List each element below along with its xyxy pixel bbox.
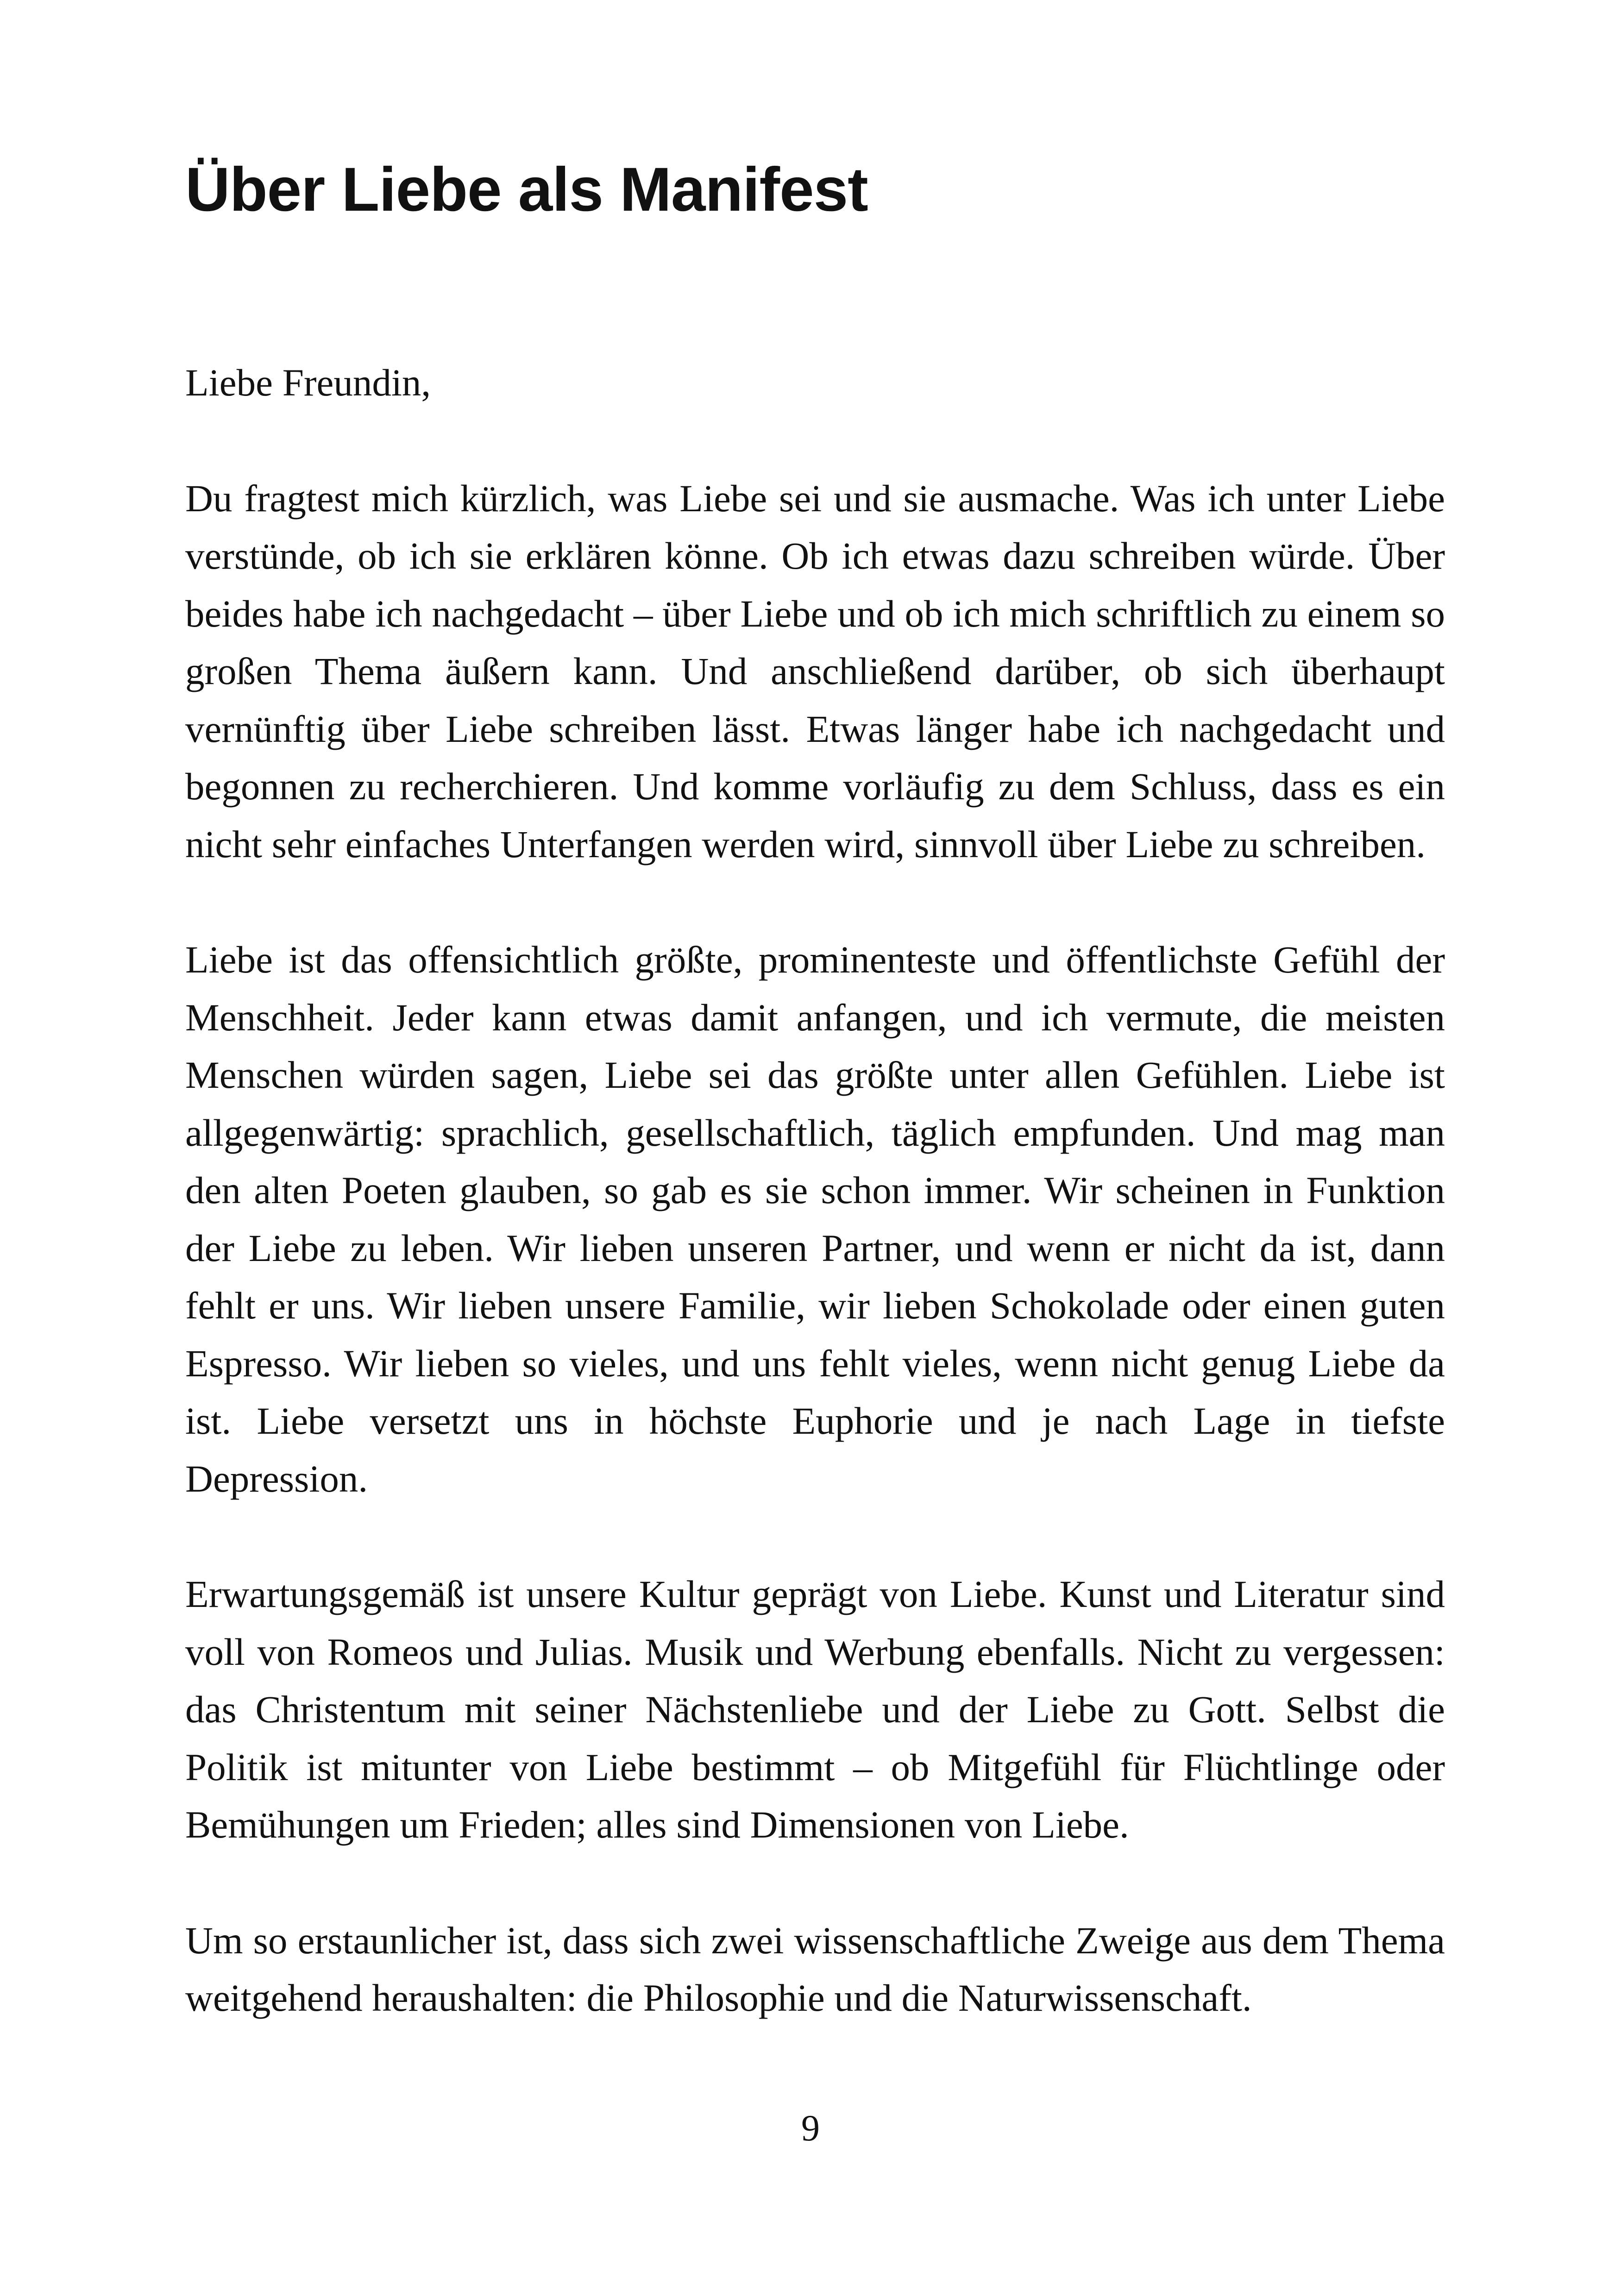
body-text bbox=[185, 354, 1445, 2085]
paragraph-1: Du fragtest mich kürzlich, was Liebe sei und sie ausmache. Was ich unter Liebe verstünde, ob ich sie erklären könne. Ob ich etwas dazu schreiben würde. Über beides habe ich nachgedacht – über Liebe und ob ich mich schriftlich zu einem so großen Thema äußern kann. Und anschließend darüber, ob sich überhaupt vernünftig über Liebe schreiben lässt. Etwas länger habe ich nachgedacht und begonnen zu recherchieren. Und komme vorläufig zu dem Schluss, dass es ein nicht sehr einfaches Unterfangen werden wird, sinnvoll über Liebe zu schreiben. bbox=[185, 477, 1445, 866]
paragraph-2: Liebe ist das offensichtlich größte, prominenteste und öffentlichste Gefühl der Menschheit. Jeder kann etwas damit anfangen, und ich vermute, die meisten Menschen würden sagen, Liebe sei das größte unter allen Gefühlen. Liebe ist allgegenwärtig: sprachlich, gesellschaftlich, täglich empfunden. Und mag man den alten Poeten glauben, so gab es sie schon immer. Wir scheinen in Funktion der Liebe zu leben. Wir lieben unseren Partner, und wenn er nicht da ist, dann fehlt er uns. Wir lieben unsere Familie, wir lieben Schokolade oder einen guten Espresso. Wir lieben so vieles, und uns fehlt vieles, wenn nicht genug Liebe da ist. Liebe versetzt uns in höchste Euphorie und je nach Lage in tiefste Depression. bbox=[185, 938, 1445, 1500]
paragraph-4: Um so erstaunlicher ist, dass sich zwei wissenschaftliche Zweige aus dem Thema weitgehend heraushalten: die Philosophie und die Naturwissenschaft. bbox=[185, 1919, 1445, 2019]
page-number: 9 bbox=[801, 2108, 820, 2149]
chapter-title: Über Liebe als Manifest bbox=[185, 155, 868, 224]
paragraph-3: Erwartungsgemäß ist unsere Kultur geprägt von Liebe. Kunst und Literatur sind voll von Romeos und Julias. Musik und Werbung ebenfalls. Nicht zu vergessen: das Christentum mit seiner Nächstenliebe und der Liebe zu Gott. Selbst die Politik ist mitunter von Liebe bestimmt – ob Mitgefühl für Flüchtlinge oder Bemühungen um Frieden; alles sind Dimensionen von Liebe. bbox=[185, 1573, 1445, 1846]
salutation: Liebe Freundin, bbox=[185, 361, 431, 404]
